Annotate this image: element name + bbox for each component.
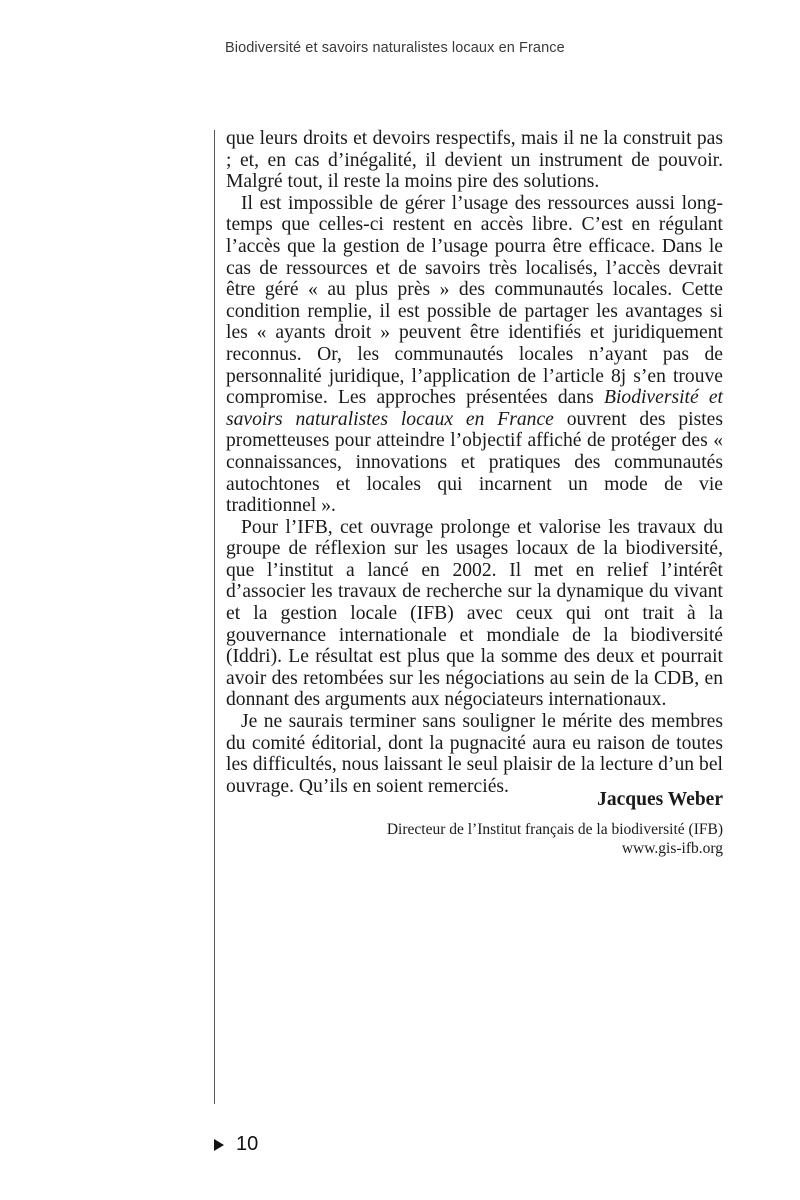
margin-rule	[214, 130, 215, 1104]
page-folio	[214, 1133, 258, 1156]
paragraph-1: que leurs droits et devoirs respectifs, mais il ne la construit pas ; et, en cas d’inégalité, il devient un instrument de pouvoir. Malgré tout, il reste la moins pire des solutions.	[226, 128, 723, 193]
signature-block	[226, 788, 723, 858]
author-name: Jacques Weber	[597, 789, 723, 810]
main-text	[226, 128, 723, 797]
paragraph-2-text-b: ouvrent des pistes prometteuses pour atteindre l’objectif affiché de protéger des « connaissances, innovations et pratiques des communautés autochtones et locales qui incarnent un mode de vie traditionnel ».	[226, 408, 723, 517]
paragraph-2	[226, 193, 723, 517]
right-triangle-icon	[214, 1139, 224, 1151]
page-number: 10	[236, 1133, 259, 1155]
website-url: www.gis-ifb.org	[621, 840, 723, 857]
running-header: Biodiversité et savoirs naturalistes locaux en France	[225, 40, 565, 56]
paragraph-2-text-a: Il est impossible de gérer l’usage des ressources aussi longtemps que celles-ci restent en accès libre. C’est en régulant l’accès que la gestion de l’usage pourra être efficace. Dans le cas de ressources et de savoirs très localisés, l’accès devrait être géré « au plus près » des communautés locales. Cette condition remplie, il est possible de partager les avantages si les « ayants droit » peuvent être identifiés et juridiquement reconnus. Or, les communautés locales n’ayant pas de personnalité juridique, l’application de l’article 8j s’en trouve compromise. Les approches présentées dans	[226, 192, 723, 409]
book-title: Biodiversité et savoirs naturalistes locaux en France	[226, 387, 724, 430]
paragraph-4: Je ne saurais terminer sans souligner le mérite des membres du comité éditorial, dont la pugnacité aura eu raison de toutes les difficultés, nous laissant le seul plaisir de la lecture d’un bel ouvrage. Qu’ils en soient remerciés.	[226, 711, 723, 797]
paragraph-3: Pour l’IFB, cet ouvrage prolonge et valorise les travaux du groupe de réflexion sur les usages locaux de la biodiversité, que l’institut a lancé en 2002. Il met en relief l’intérêt d’associer les travaux de recherche sur la dynamique du vivant et la gestion locale (IFB) avec ceux qui ont trait à la gouvernance internationale et mondiale de la biodiversité (Iddri). Le résultat est plus que la somme des deux et pourrait avoir des retombées sur les négociations au sein de la CDB, en donnant des arguments aux négociateurs internationaux.	[226, 516, 723, 711]
author-role: Directeur de l’Institut français de la biodiversité (IFB)	[386, 821, 723, 838]
